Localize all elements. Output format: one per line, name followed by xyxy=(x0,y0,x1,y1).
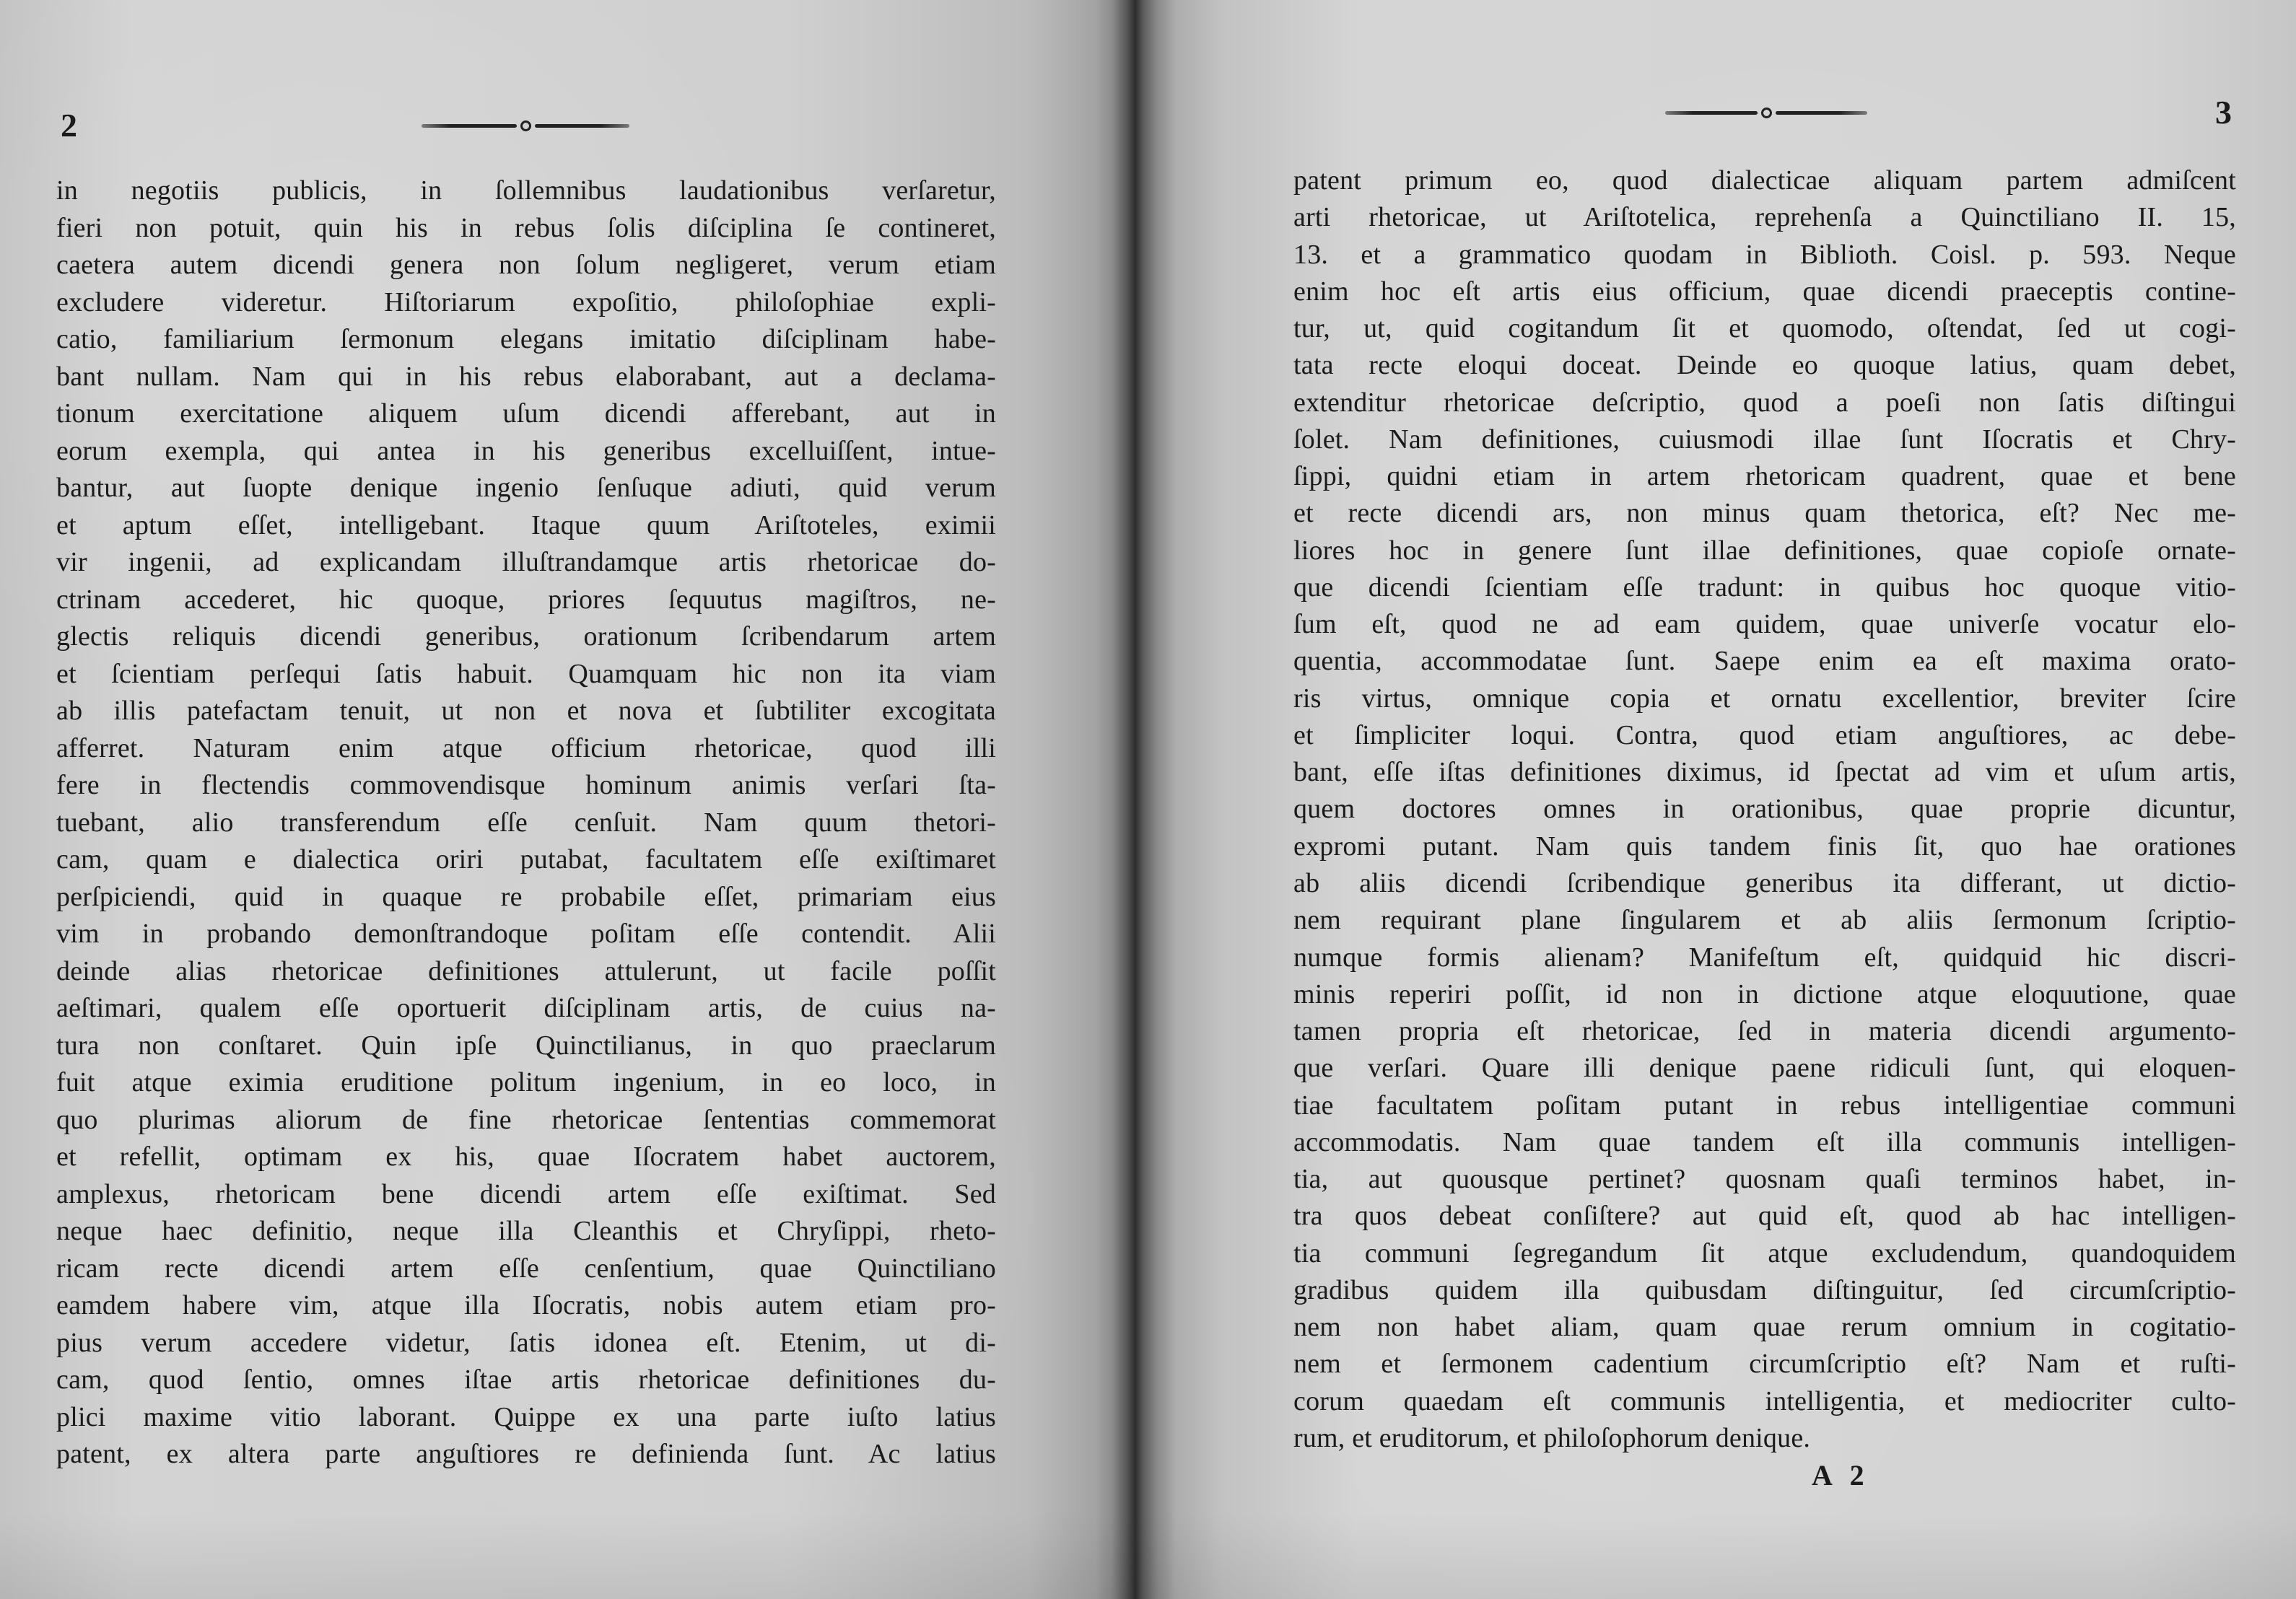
page-number-left: 2 xyxy=(61,107,77,144)
text-line: eamdem habere vim, atque illa Iſocratis, nobis autem etiam pro- xyxy=(56,1290,996,1320)
text-line: tata recte eloqui doceat. Deinde eo quoque latius, quam debet, xyxy=(1293,350,2236,381)
left-page xyxy=(0,0,1117,1599)
text-line: ab illis patefactam tenuit, ut non et nova et ſubtiliter excogitata xyxy=(56,696,996,726)
text-line: plici maxime vitio laborant. Quippe ex una parte iuſto latius xyxy=(56,1401,996,1432)
text-line: ab aliis dicendi ſcribendique generibus ita differant, ut dictio- xyxy=(1293,867,2236,898)
text-line: tionum exercitatione aliquem uſum dicendi afferebant, aut in xyxy=(56,398,996,429)
text-line: tuebant, alio transferendum eſſe cenſuit. Nam quum thetori- xyxy=(56,807,996,838)
text-line: nem requirant plane ſingularem et ab aliis ſermonum ſcriptio- xyxy=(1293,905,2236,936)
text-line: neque haec definitio, neque illa Cleanthis et Chryſippi, rheto- xyxy=(56,1216,996,1246)
text-line: 13. et a grammatico quodam in Biblioth. Coisl. p. 593. Neque xyxy=(1293,239,2236,270)
text-line: et refellit, optimam ex his, quae Iſocratem habet auctorem, xyxy=(56,1142,996,1172)
right-page-text xyxy=(1293,0,2236,1599)
text-line: enim hoc eſt artis eius officium, quae dicendi praeceptis contine- xyxy=(1293,276,2236,307)
page-number-right: 3 xyxy=(2215,94,2232,131)
text-line: corum quaedam eſt communis intelligentia, et mediocriter culto- xyxy=(1293,1385,2236,1416)
text-line: ris virtus, omnique copia et ornatu excellentior, breviter ſcire xyxy=(1293,683,2236,714)
text-line: nem non habet aliam, quam quae rerum omnium in cogitatio- xyxy=(1293,1312,2236,1343)
text-line: deinde alias rhetoricae definitiones attulerunt, ut facile poſſit xyxy=(56,955,996,986)
text-line: patent primum eo, quod dialecticae aliquam partem admiſcent xyxy=(1293,165,2236,196)
text-line: cam, quod ſentio, omnes iſtae artis rhetoricae definitiones du- xyxy=(56,1364,996,1395)
text-line: numque formis alienam? Manifeſtum eſt, quidquid hic discri- xyxy=(1293,942,2236,973)
text-line: cam, quam e dialectica oriri putabat, facultatem eſſe exiſtimaret xyxy=(56,844,996,875)
text-line: amplexus, rhetoricam bene dicendi artem eſſe exiſtimat. Sed xyxy=(56,1178,996,1209)
text-line: ricam recte dicendi artem eſſe cenſentium, quae Quinctiliano xyxy=(56,1253,996,1284)
page-shade xyxy=(0,1512,2296,1599)
text-line: bant nullam. Nam qui in his rebus elaborabant, aut a declama- xyxy=(56,361,996,392)
text-line: extenditur rhetoricae deſcriptio, quod a poeſi non ſatis diſtingui xyxy=(1293,387,2236,418)
text-line: tia communi ſegregandum ſit atque excludendum, quandoquidem xyxy=(1293,1237,2236,1269)
book-gutter xyxy=(1096,0,1175,1599)
text-line: tiae facultatem poſitam putant in rebus intelligentiae communi xyxy=(1293,1090,2236,1121)
text-line: gradibus quidem illa quibusdam diſtinguitur, ſed circumſcriptio- xyxy=(1293,1274,2236,1305)
text-line: fere in flectendis commovendisque hominum animis verſari ſta- xyxy=(56,770,996,800)
text-line: in negotiis publicis, in ſollemnibus laudationibus verſaretur, xyxy=(56,175,996,206)
text-line: liores hoc in genere ſunt illae definitiones, quae copioſe ornate- xyxy=(1293,535,2236,566)
text-line: que verſari. Quare illi denique paene ridiculi ſunt, qui eloquen- xyxy=(1293,1053,2236,1084)
text-line: et recte dicendi ars, non minus quam thetorica, eſt? Nec me- xyxy=(1293,498,2236,529)
right-page xyxy=(1153,0,2296,1599)
text-line: et aptum eſſet, intelligebant. Itaque quum Ariſtoteles, eximii xyxy=(56,509,996,540)
text-line: que dicendi ſcientiam eſſe tradunt: in quibus hoc quoque vitio- xyxy=(1293,571,2236,603)
signature-mark: A 2 xyxy=(1812,1459,1870,1491)
text-line: tamen propria eſt rhetoricae, ſed in materia dicendi argumento- xyxy=(1293,1016,2236,1046)
text-line: ſolet. Nam definitiones, cuiusmodi illae ſunt Iſocratis et Chry- xyxy=(1293,424,2236,455)
text-line: quem doctores omnes in orationibus, quae proprie dicuntur, xyxy=(1293,794,2236,825)
text-line: arti rhetoricae, ut Ariſtotelica, reprehenſa a Quinctiliano II. 15, xyxy=(1293,202,2236,233)
text-line: quentia, accommodatae ſunt. Saepe enim ea eſt maxima orato- xyxy=(1293,646,2236,677)
text-line: perſpiciendi, quid in quaque re probabile eſſet, primariam eius xyxy=(56,881,996,912)
text-line: vim in probando demonſtrandoque poſitam eſſe contendit. Alii xyxy=(56,919,996,949)
text-line: ctrinam accederet, hic quoque, priores ſequutus magiſtros, ne- xyxy=(56,584,996,615)
text-line: bant, eſſe iſtas definitiones diximus, id ſpectat ad vim et uſum artis, xyxy=(1293,757,2236,788)
text-line: tia, aut quousque pertinet? quosnam quaſi terminos habet, in- xyxy=(1293,1164,2236,1194)
text-line: vir ingenii, ad explicandam illuſtrandamque artis rhetoricae do- xyxy=(56,547,996,577)
text-line: afferret. Naturam enim atque officium rhetoricae, quod illi xyxy=(56,732,996,763)
text-line: bantur, aut ſuopte denique ingenio ſenſuque adiuti, quid verum xyxy=(56,473,996,503)
text-line: fuit atque eximia eruditione politum ingenium, in eo loco, in xyxy=(56,1067,996,1098)
text-line: rum, et eruditorum, et philoſophorum denique. xyxy=(1293,1422,1811,1453)
text-line: accommodatis. Nam quae tandem eſt illa communis intelligen- xyxy=(1293,1126,2236,1157)
text-line: fieri non potuit, quin his in rebus ſolis diſciplina ſe contineret, xyxy=(56,212,996,243)
text-line: ſum eſt, quod ne ad eam quidem, quae univerſe vocatur elo- xyxy=(1293,609,2236,640)
text-line: eorum exempla, qui antea in his generibus excelluiſſent, intue- xyxy=(56,435,996,466)
text-line: et ſcientiam perſequi ſatis habuit. Quamquam hic non ita viam xyxy=(56,658,996,689)
text-line: catio, familiarium ſermonum elegans imitatio diſciplinam habe- xyxy=(56,324,996,354)
text-line: tra quos debeat conſiſtere? aut quid eſt, quod ab hac intelligen- xyxy=(1293,1201,2236,1232)
text-line: excludere videretur. Hiſtoriarum expoſitio, philoſophiae expli- xyxy=(56,286,996,317)
text-line: patent, ex altera parte anguſtiores re definienda ſunt. Ac latius xyxy=(56,1439,996,1469)
text-line: minis reperiri poſſit, id non in dictione atque eloquutione, quae xyxy=(1293,978,2236,1009)
text-line: ſippi, quidni etiam in artem rhetoricam quadrent, quae et bene xyxy=(1293,461,2236,492)
text-line: nem et ſermonem cadentium circumſcriptio eſt? Nam et ruſti- xyxy=(1293,1349,2236,1380)
left-page-text xyxy=(56,0,996,1599)
text-line: glectis reliquis dicendi generibus, orationum ſcribendarum artem xyxy=(56,621,996,652)
text-line: quo plurimas aliorum de fine rhetoricae ſententias commemorat xyxy=(56,1104,996,1135)
text-line: tur, ut, quid cogitandum ſit et quomodo, oſtendat, ſed ut cogi- xyxy=(1293,313,2236,343)
text-line: pius verum accedere videtur, ſatis idonea eſt. Etenim, ut di- xyxy=(56,1327,996,1358)
text-line: caetera autem dicendi genera non ſolum negligeret, verum etiam xyxy=(56,250,996,280)
text-line: et ſimpliciter loqui. Contra, quod etiam anguſtiores, ac debe- xyxy=(1293,719,2236,750)
text-line: aeſtimari, qualem eſſe oportuerit diſciplinam artis, de cuius na- xyxy=(56,993,996,1023)
text-line: tura non conſtaret. Quin ipſe Quinctilianus, in quo praeclarum xyxy=(56,1030,996,1061)
text-line: expromi putant. Nam quis tandem finis ſit, quo hae orationes xyxy=(1293,831,2236,862)
